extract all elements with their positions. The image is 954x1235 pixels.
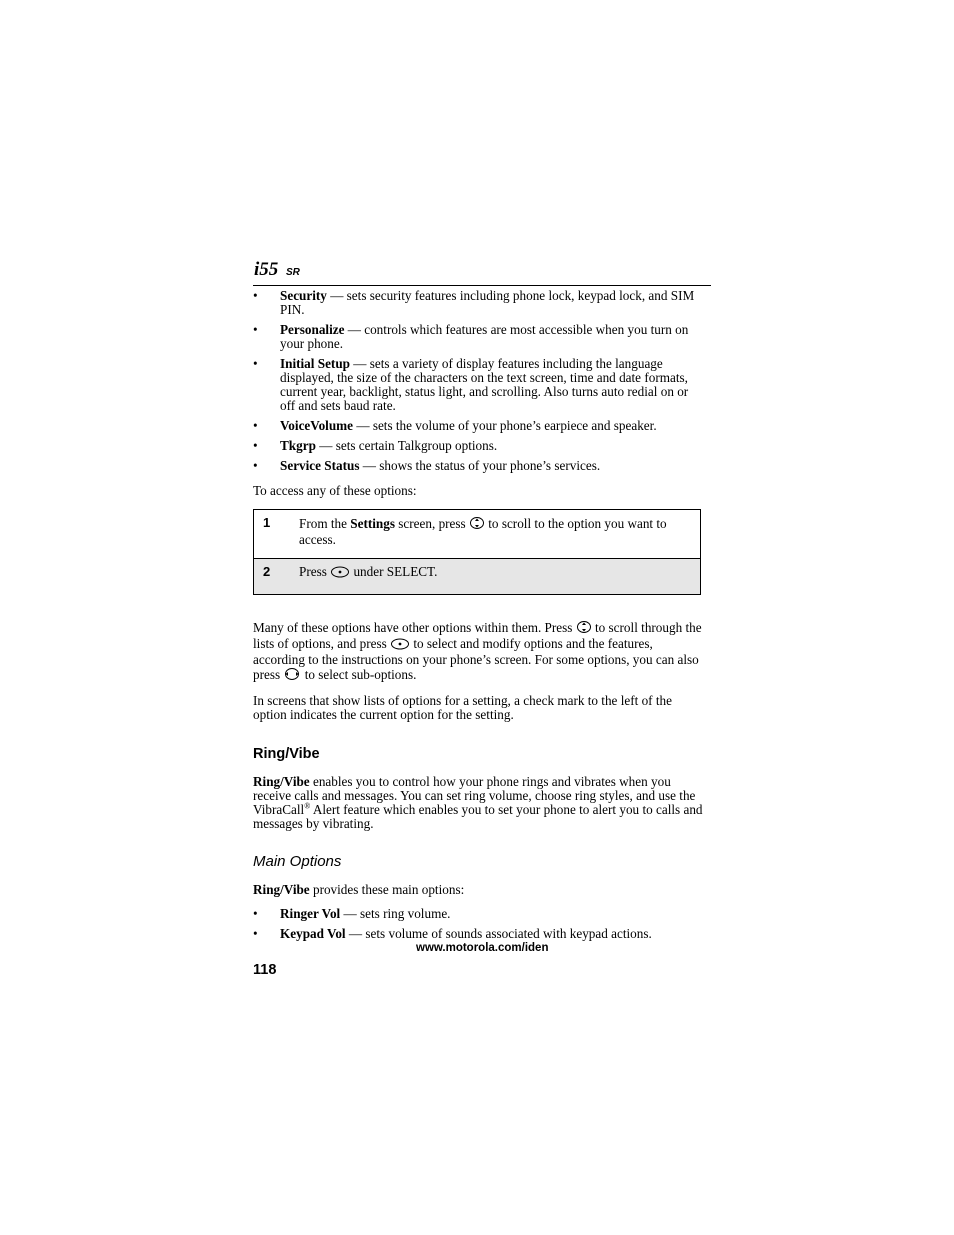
header-rule bbox=[253, 285, 711, 286]
section-heading-main-options: Main Options bbox=[253, 853, 342, 870]
svg-text:i55: i55 bbox=[254, 259, 279, 280]
select-key-icon bbox=[330, 566, 350, 581]
list-item: • VoiceVolume — sets the volume of your phone’s earpiece and speaker. bbox=[253, 418, 657, 433]
access-intro: To access any of these options: bbox=[253, 483, 417, 498]
scroll-updown-icon bbox=[469, 516, 485, 533]
table-row bbox=[254, 510, 701, 559]
main-content bbox=[253, 289, 703, 947]
list-item: • Initial Setup — sets a variety of display features including the language displayed, the size of the characters on the text screen, time and date formats, current year, backlight, status light, and scrolling. Also turns auto redial on or off and sets baud rate. bbox=[253, 356, 689, 413]
table-row bbox=[254, 559, 701, 595]
list-item: • Security — sets security features including phone lock, keypad lock, and SIM PIN. bbox=[253, 288, 695, 317]
logo-icon bbox=[253, 258, 303, 280]
list-item: • Ringer Vol — sets ring volume. bbox=[253, 906, 451, 921]
list-item: • Keypad Vol — sets volume of sounds associated with keypad actions. bbox=[253, 926, 652, 941]
list-item: • Tkgrp — sets certain Talkgroup options. bbox=[253, 438, 498, 453]
page-number: 118 bbox=[253, 962, 277, 978]
settings-option-list bbox=[253, 289, 703, 473]
scroll-leftright-icon bbox=[283, 667, 301, 684]
step-number: 1 bbox=[263, 515, 271, 530]
i55sr-logo bbox=[253, 258, 303, 280]
select-key-icon bbox=[390, 638, 410, 653]
svg-text:SR: SR bbox=[286, 267, 300, 278]
section-heading-ring-vibe: Ring/Vibe bbox=[253, 746, 320, 762]
ring-vibe-paragraph: Ring/Vibe enables you to control how your phone rings and vibrates when you receive calls and messages. You can set ring volume, choose ring styles, and use the VibraCall® Alert feature which enables you to set your phone to alert you to calls and messages by vibrating. bbox=[253, 774, 703, 831]
scroll-updown-icon bbox=[576, 620, 592, 637]
main-options-intro: Ring/Vibe provides these main options: bbox=[253, 882, 465, 897]
options-paragraph: Many of these options have other options within them. Press to scroll through the lists of options, and press to select and modify options and the features, according to the instructions on your phone’s screen. For some options, you can also press to select sub-options. bbox=[253, 620, 702, 682]
list-item: • Personalize — controls which features are most accessible when you turn on your phone. bbox=[253, 322, 689, 351]
step-text: Press under SELECT. bbox=[299, 559, 701, 595]
steps-table bbox=[253, 509, 701, 595]
step-number: 2 bbox=[254, 559, 300, 595]
check-mark-paragraph: In screens that show lists of options for a setting, a check mark to the left of the option indicates the current option for the setting. bbox=[253, 693, 672, 722]
step-text: From the Settings screen, press to scroll to the option you want to access. bbox=[299, 516, 667, 547]
footer-url: www.motorola.com/iden bbox=[416, 942, 549, 954]
list-item: • Service Status — shows the status of your phone’s services. bbox=[253, 458, 601, 473]
main-option-list bbox=[253, 907, 703, 941]
